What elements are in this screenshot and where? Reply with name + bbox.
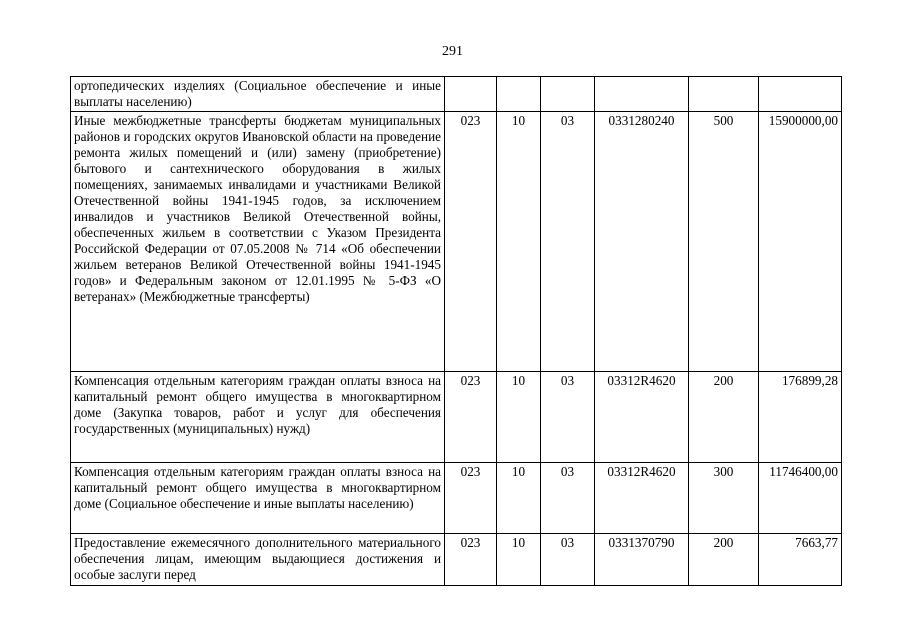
amount: 176899,28	[759, 372, 842, 463]
section-code: 10	[497, 534, 541, 586]
admin-code	[445, 77, 497, 112]
section-code: 10	[497, 372, 541, 463]
amount: 11746400,00	[759, 463, 842, 534]
budget-table	[70, 76, 842, 586]
amount: 7663,77	[759, 534, 842, 586]
section-code	[497, 77, 541, 112]
admin-code: 023	[445, 534, 497, 586]
page-number: 291	[442, 44, 463, 59]
admin-code: 023	[445, 463, 497, 534]
subsection-code: 03	[541, 372, 595, 463]
target-code: 03312R4620	[595, 372, 689, 463]
expense-type-code	[689, 77, 759, 112]
row-description: Компенсация отдельным категориям граждан оплаты взноса на капитальный ремонт общего имущества в многоквартирном доме (Закупка товаров, работ и услуг для обеспечения государственных (муниципальных) нужд)	[71, 372, 445, 463]
admin-code: 023	[445, 112, 497, 372]
admin-code: 023	[445, 372, 497, 463]
expense-type-code: 200	[689, 372, 759, 463]
table-row	[71, 77, 842, 112]
row-description: Компенсация отдельным категориям граждан оплаты взноса на капитальный ремонт общего имущества в многоквартирном доме (Социальное обеспечение и иные выплаты населению)	[71, 463, 445, 534]
target-code: 03312R4620	[595, 463, 689, 534]
section-code: 10	[497, 463, 541, 534]
target-code	[595, 77, 689, 112]
target-code: 0331370790	[595, 534, 689, 586]
subsection-code	[541, 77, 595, 112]
row-description: Предоставление ежемесячного дополнительного материального обеспечения лицам, имеющим выдающиеся достижения и особые заслуги перед	[71, 534, 445, 586]
row-description: ортопедических изделиях (Социальное обеспечение и иные выплаты населению)	[71, 77, 445, 112]
table-row	[71, 463, 842, 534]
subsection-code: 03	[541, 112, 595, 372]
row-description: Иные межбюджетные трансферты бюджетам муниципальных районов и городских округов Ивановской области на проведение ремонта жилых помещений и (или) замену (приобретение) бытового и сантехнического оборудования в жилых помещениях, занимаемых инвалидами и участниками Великой Отечественной войны 1941-1945 годов, за исключением инвалидов и участников Великой Отечественной войны, обеспеченных жильем в соответствии с Указом Президента Российской Федерации от 07.05.2008 № 714 «Об обеспечении жильем ветеранов Великой Отечественной войны 1941-1945 годов» и Федеральным законом от 12.01.1995 № 5-ФЗ «О ветеранах» (Межбюджетные трансферты)	[71, 112, 445, 372]
table-row	[71, 534, 842, 586]
target-code: 0331280240	[595, 112, 689, 372]
subsection-code: 03	[541, 534, 595, 586]
amount: 15900000,00	[759, 112, 842, 372]
section-code: 10	[497, 112, 541, 372]
table-row	[71, 372, 842, 463]
table-row	[71, 112, 842, 372]
subsection-code: 03	[541, 463, 595, 534]
amount	[759, 77, 842, 112]
expense-type-code: 500	[689, 112, 759, 372]
expense-type-code: 200	[689, 534, 759, 586]
expense-type-code: 300	[689, 463, 759, 534]
